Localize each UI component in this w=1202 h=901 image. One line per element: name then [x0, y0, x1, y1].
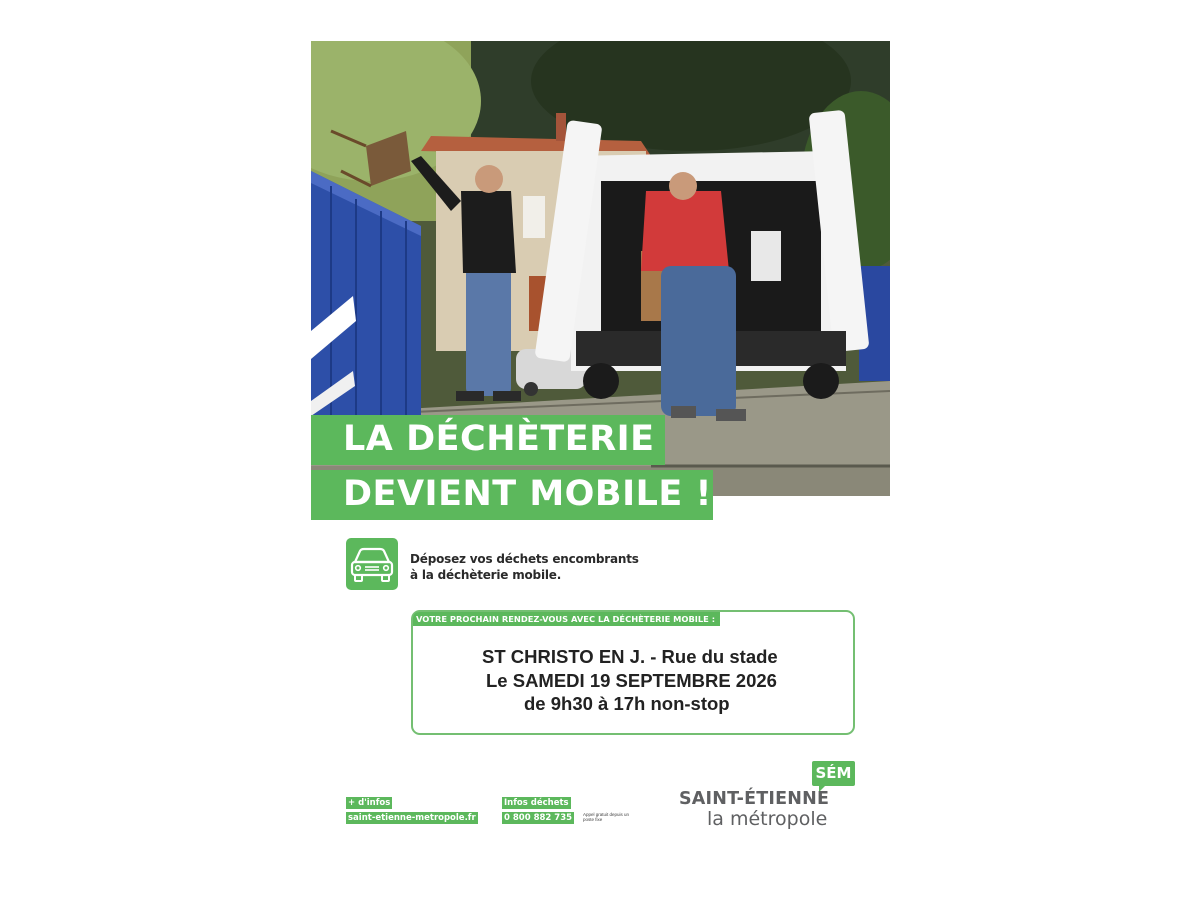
logo-subtitle: la métropole	[707, 808, 828, 830]
headline-line-1: LA DÉCHÈTERIE	[311, 415, 665, 465]
poster	[311, 41, 890, 861]
car-icon	[346, 538, 398, 590]
appointment-date: Le SAMEDI 19 SEPTEMBRE 2026	[486, 670, 777, 691]
website-link[interactable]: saint-etienne-metropole.fr	[348, 813, 476, 823]
appointment-box	[411, 610, 855, 735]
phone-number[interactable]: 0 800 882 735	[504, 813, 573, 823]
waste-info-label: Infos déchets	[504, 798, 569, 808]
deposit-line-1: Déposez vos déchets encombrants	[410, 552, 639, 566]
appointment-tag: VOTRE PROCHAIN RENDEZ-VOUS AVEC LA DÉCHÈTERIE MOBILE :	[413, 612, 720, 626]
appointment-location: ST CHRISTO EN J. - Rue du stade	[482, 646, 778, 667]
more-info-label: + d'infos	[348, 798, 391, 808]
deposit-line-2: à la déchèterie mobile.	[410, 568, 562, 582]
headline-line-2: DEVIENT MOBILE !	[311, 470, 713, 520]
phone-note: Appel gratuit depuis un poste fixe	[583, 812, 630, 822]
logo-badge: SÉM	[812, 761, 855, 786]
deposit-text	[410, 551, 639, 583]
appointment-hours: de 9h30 à 17h non-stop	[524, 693, 730, 714]
logo-name: SAINT-ÉTIENNE	[679, 789, 830, 809]
